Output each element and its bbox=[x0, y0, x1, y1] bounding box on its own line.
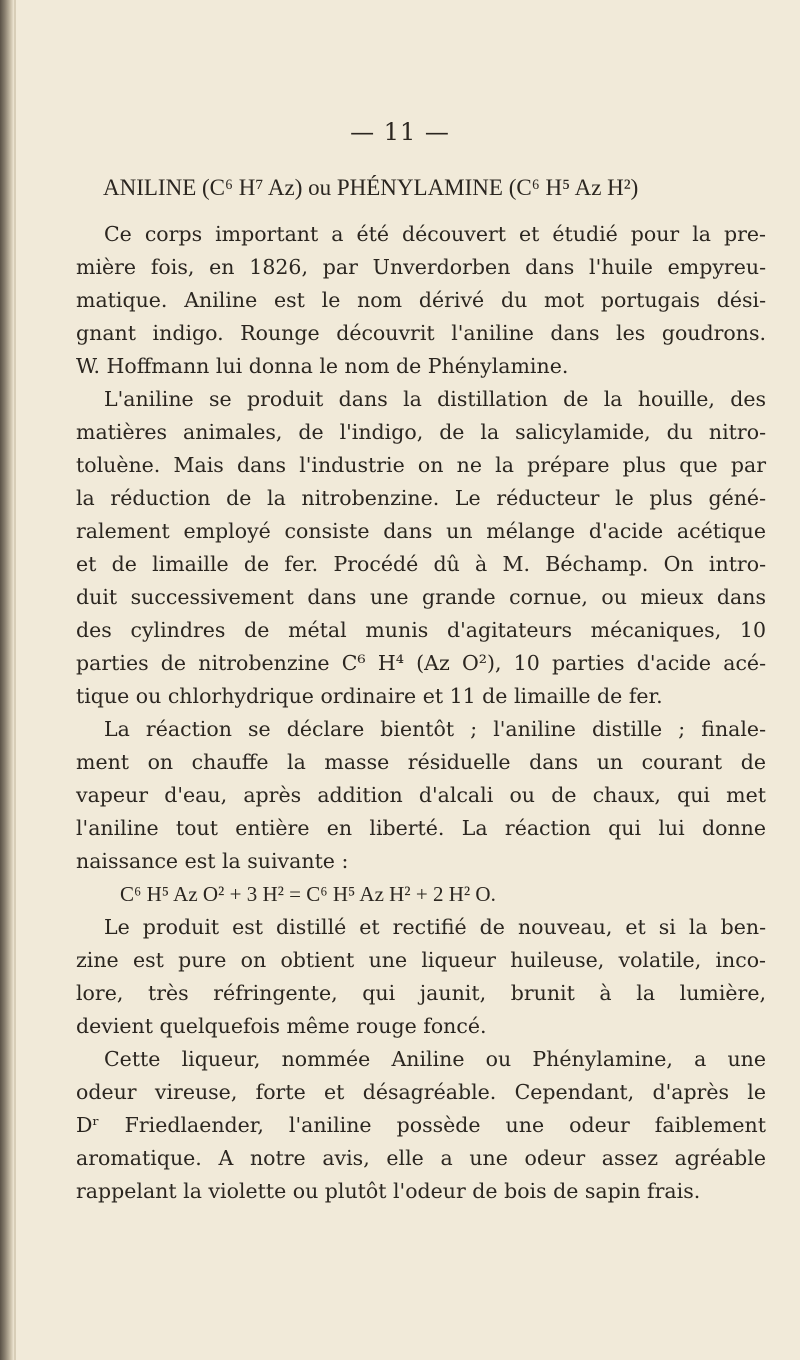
text-line: Dʳ Friedlaender, l'aniline possède une odeur faiblement bbox=[76, 1113, 766, 1137]
text-line: ralement employé consiste dans un mélange d'acide acétique bbox=[76, 519, 766, 543]
page-number: — 11 — bbox=[350, 118, 450, 146]
text-line: matières animales, de l'indigo, de la salicylamide, du nitro- bbox=[76, 420, 766, 444]
text-line: la réduction de la nitrobenzine. Le réducteur le plus géné- bbox=[76, 486, 766, 510]
text-line: parties de nitrobenzine C⁶ H⁴ (Az O²), 10 parties d'acide acé- bbox=[76, 651, 766, 675]
text-line: l'aniline tout entière en liberté. La réaction qui lui donne bbox=[76, 816, 766, 840]
page-binding-edge bbox=[0, 0, 14, 1360]
text-line: lore, très réfringente, qui jaunit, brunit à la lumière, bbox=[76, 981, 766, 1005]
text-line: naissance est la suivante : bbox=[76, 849, 349, 873]
body-text bbox=[76, 218, 766, 1208]
page-binding-line bbox=[14, 0, 16, 1360]
text-line: gnant indigo. Rounge découvrit l'aniline dans les goudrons. bbox=[76, 321, 766, 345]
text-line: vapeur d'eau, après addition d'alcali ou de chaux, qui met bbox=[76, 783, 766, 807]
text-line: aromatique. A notre avis, elle a une odeur assez agréable bbox=[76, 1146, 766, 1170]
text-line: La réaction se déclare bientôt ; l'aniline distille ; finale- bbox=[104, 717, 766, 741]
text-line: W. Hoffmann lui donna le nom de Phénylamine. bbox=[76, 354, 569, 378]
text-line: devient quelquefois même rouge foncé. bbox=[76, 1014, 487, 1038]
text-line: Ce corps important a été découvert et étudié pour la pre- bbox=[104, 222, 766, 246]
text-line: toluène. Mais dans l'industrie on ne la prépare plus que par bbox=[76, 453, 766, 477]
text-line: Le produit est distillé et rectifié de nouveau, et si la ben- bbox=[104, 915, 766, 939]
section-heading: ANILINE (C⁶ H⁷ Az) ou PHÉNYLAMINE (C⁶ H⁵ Az H²) bbox=[103, 175, 639, 200]
text-line: ment on chauffe la masse résiduelle dans un courant de bbox=[76, 750, 766, 774]
text-line: Cette liqueur, nommée Aniline ou Phénylamine, a une bbox=[104, 1047, 766, 1071]
text-line: et de limaille de fer. Procédé dû à M. Béchamp. On intro- bbox=[76, 552, 766, 576]
text-line: duit successivement dans une grande cornue, ou mieux dans bbox=[76, 585, 766, 609]
text-line: tique ou chlorhydrique ordinaire et 11 de limaille de fer. bbox=[76, 684, 663, 708]
text-line: rappelant la violette ou plutôt l'odeur de bois de sapin frais. bbox=[76, 1179, 701, 1203]
text-line: mière fois, en 1826, par Unverdorben dans l'huile empyreu- bbox=[76, 255, 766, 279]
chemical-formula: C⁶ H⁵ Az O² + 3 H² = C⁶ H⁵ Az H² + 2 H² O. bbox=[120, 882, 496, 906]
text-line: des cylindres de métal munis d'agitateurs mécaniques, 10 bbox=[76, 618, 766, 642]
text-line: odeur vireuse, forte et désagréable. Cependant, d'après le bbox=[76, 1080, 766, 1104]
text-line: matique. Aniline est le nom dérivé du mot portugais dési- bbox=[76, 288, 766, 312]
text-line: L'aniline se produit dans la distillation de la houille, des bbox=[104, 387, 766, 411]
text-line: zine est pure on obtient une liqueur huileuse, volatile, inco- bbox=[76, 948, 766, 972]
